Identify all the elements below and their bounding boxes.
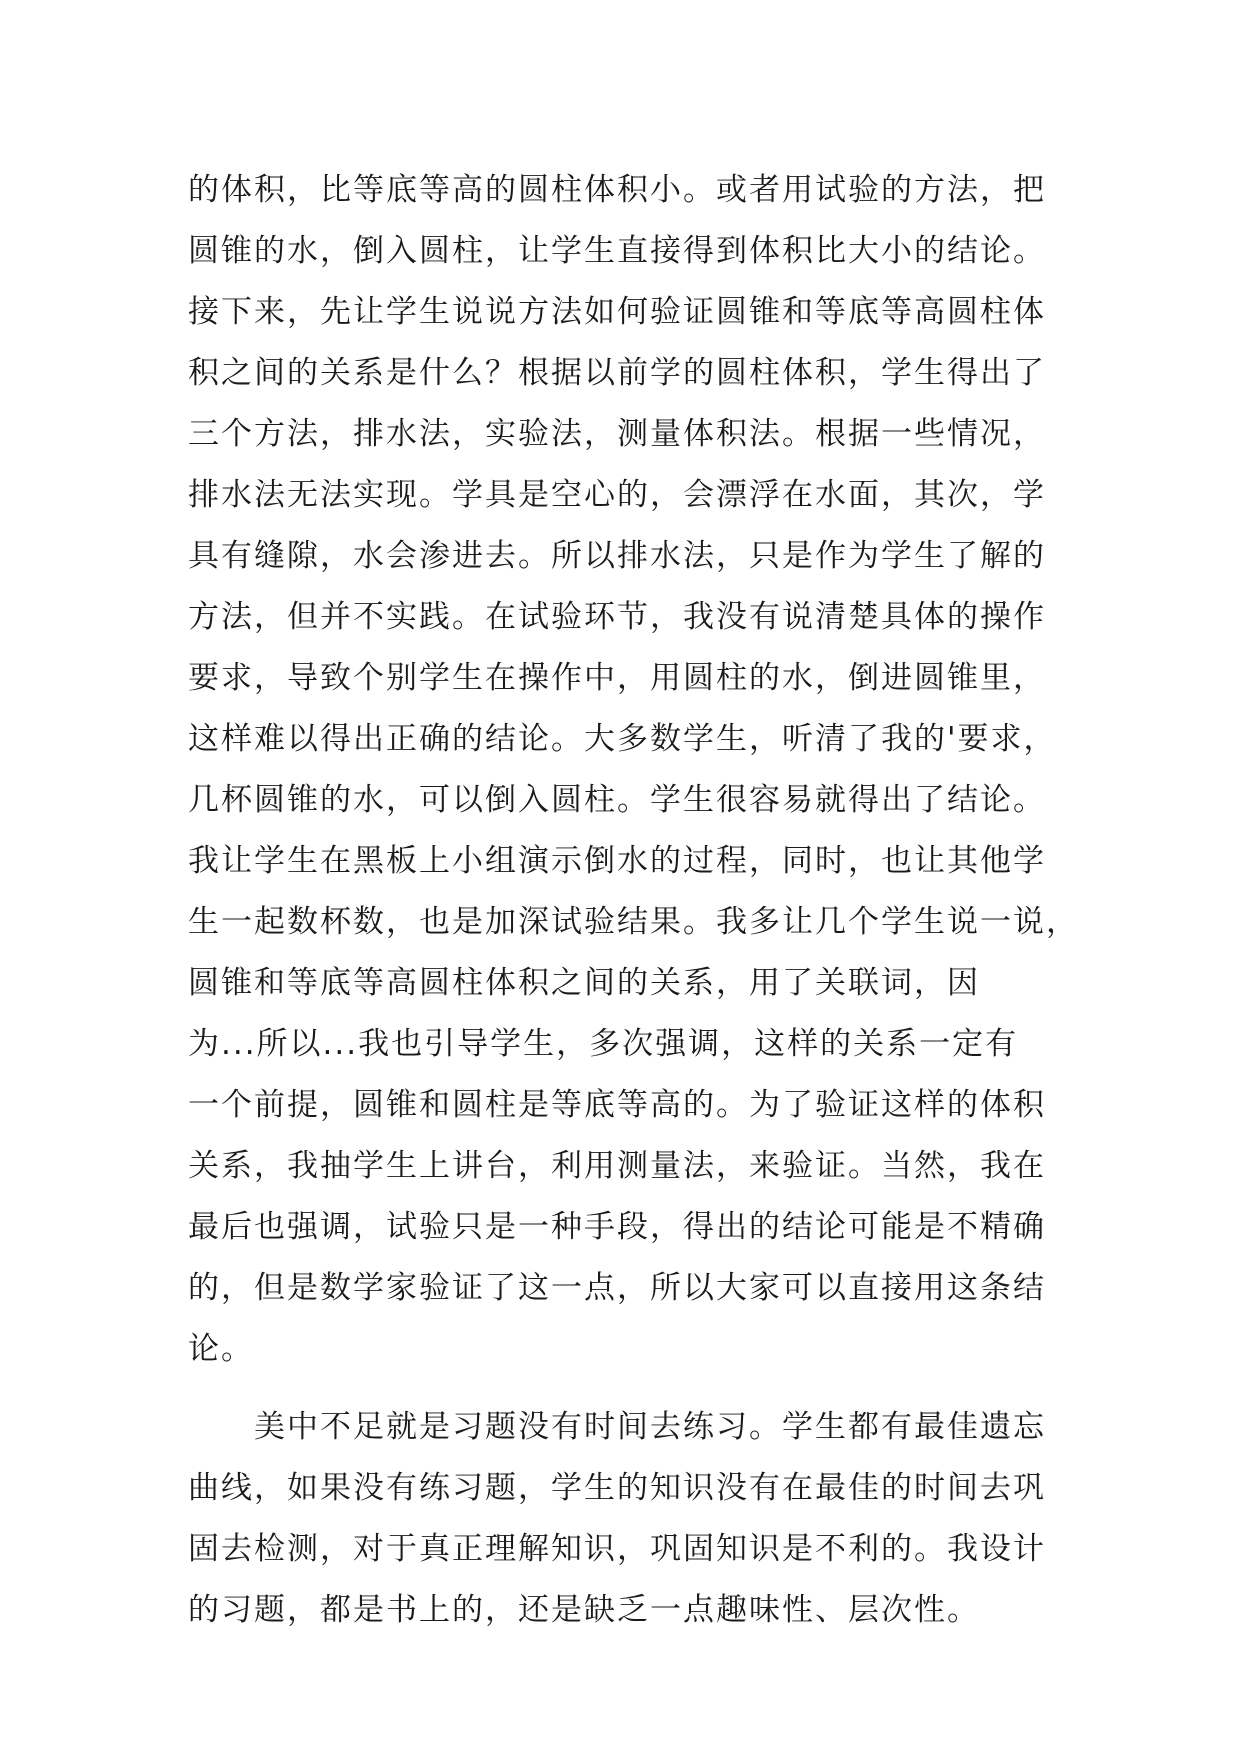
text-line: 美中不足就是习题没有时间去练习。学生都有最佳遗忘	[188, 1409, 1046, 1445]
text-line: 的习题，都是书上的，还是缺乏一点趣味性、层次性。	[188, 1592, 980, 1628]
text-line: 关系，我抽学生上讲台，利用测量法，来验证。当然，我在	[188, 1148, 1046, 1184]
text-line: 方法，但并不实践。在试验环节，我没有说清楚具体的操作	[188, 599, 1046, 635]
text-line: 圆锥的水，倒入圆柱，让学生直接得到体积比大小的结论。	[188, 233, 1046, 269]
text-line: 我让学生在黑板上小组演示倒水的过程，同时，也让其他学	[188, 843, 1046, 879]
text-line: 排水法无法实现。学具是空心的，会漂浮在水面，其次，学	[188, 477, 1046, 513]
paragraph-1	[188, 160, 1079, 1380]
text-line: 具有缝隙，水会渗进去。所以排水法，只是作为学生了解的	[188, 538, 1046, 574]
text-line: 生一起数杯数，也是加深试验结果。我多让几个学生说一说，	[188, 904, 1079, 940]
text-line: 最后也强调，试验只是一种手段，得出的结论可能是不精确	[188, 1209, 1046, 1245]
paragraph-gap	[188, 1380, 1068, 1397]
text-line: 接下来，先让学生说说方法如何验证圆锥和等底等高圆柱体	[188, 294, 1046, 330]
text-line: 一个前提，圆锥和圆柱是等底等高的。为了验证这样的体积	[188, 1087, 1046, 1123]
text-line: 的体积，比等底等高的圆柱体积小。或者用试验的方法，把	[188, 172, 1046, 208]
text-line: 圆锥和等底等高圆柱体积之间的关系，用了关联词，因	[188, 965, 980, 1001]
paragraph-2	[188, 1397, 1068, 1641]
text-line: 为...所以...我也引导学生，多次强调，这样的关系一定有	[188, 1026, 1019, 1062]
body-text	[188, 160, 1079, 1641]
text-line: 的，但是数学家验证了这一点，所以大家可以直接用这条结	[188, 1270, 1046, 1306]
text-line: 固去检测，对于真正理解知识，巩固知识是不利的。我设计	[188, 1531, 1046, 1567]
text-line: 几杯圆锥的水，可以倒入圆柱。学生很容易就得出了结论。	[188, 782, 1046, 818]
text-line: 要求，导致个别学生在操作中，用圆柱的水，倒进圆锥里，	[188, 660, 1046, 696]
text-line: 论。	[188, 1331, 254, 1367]
text-line: 三个方法，排水法，实验法，测量体积法。根据一些情况，	[188, 416, 1046, 452]
text-line: 曲线，如果没有练习题，学生的知识没有在最佳的时间去巩	[188, 1470, 1046, 1506]
text-line: 积之间的关系是什么？根据以前学的圆柱体积，学生得出了	[188, 355, 1046, 391]
text-line: 这样难以得出正确的结论。大多数学生，听清了我的'要求，	[188, 721, 1057, 757]
